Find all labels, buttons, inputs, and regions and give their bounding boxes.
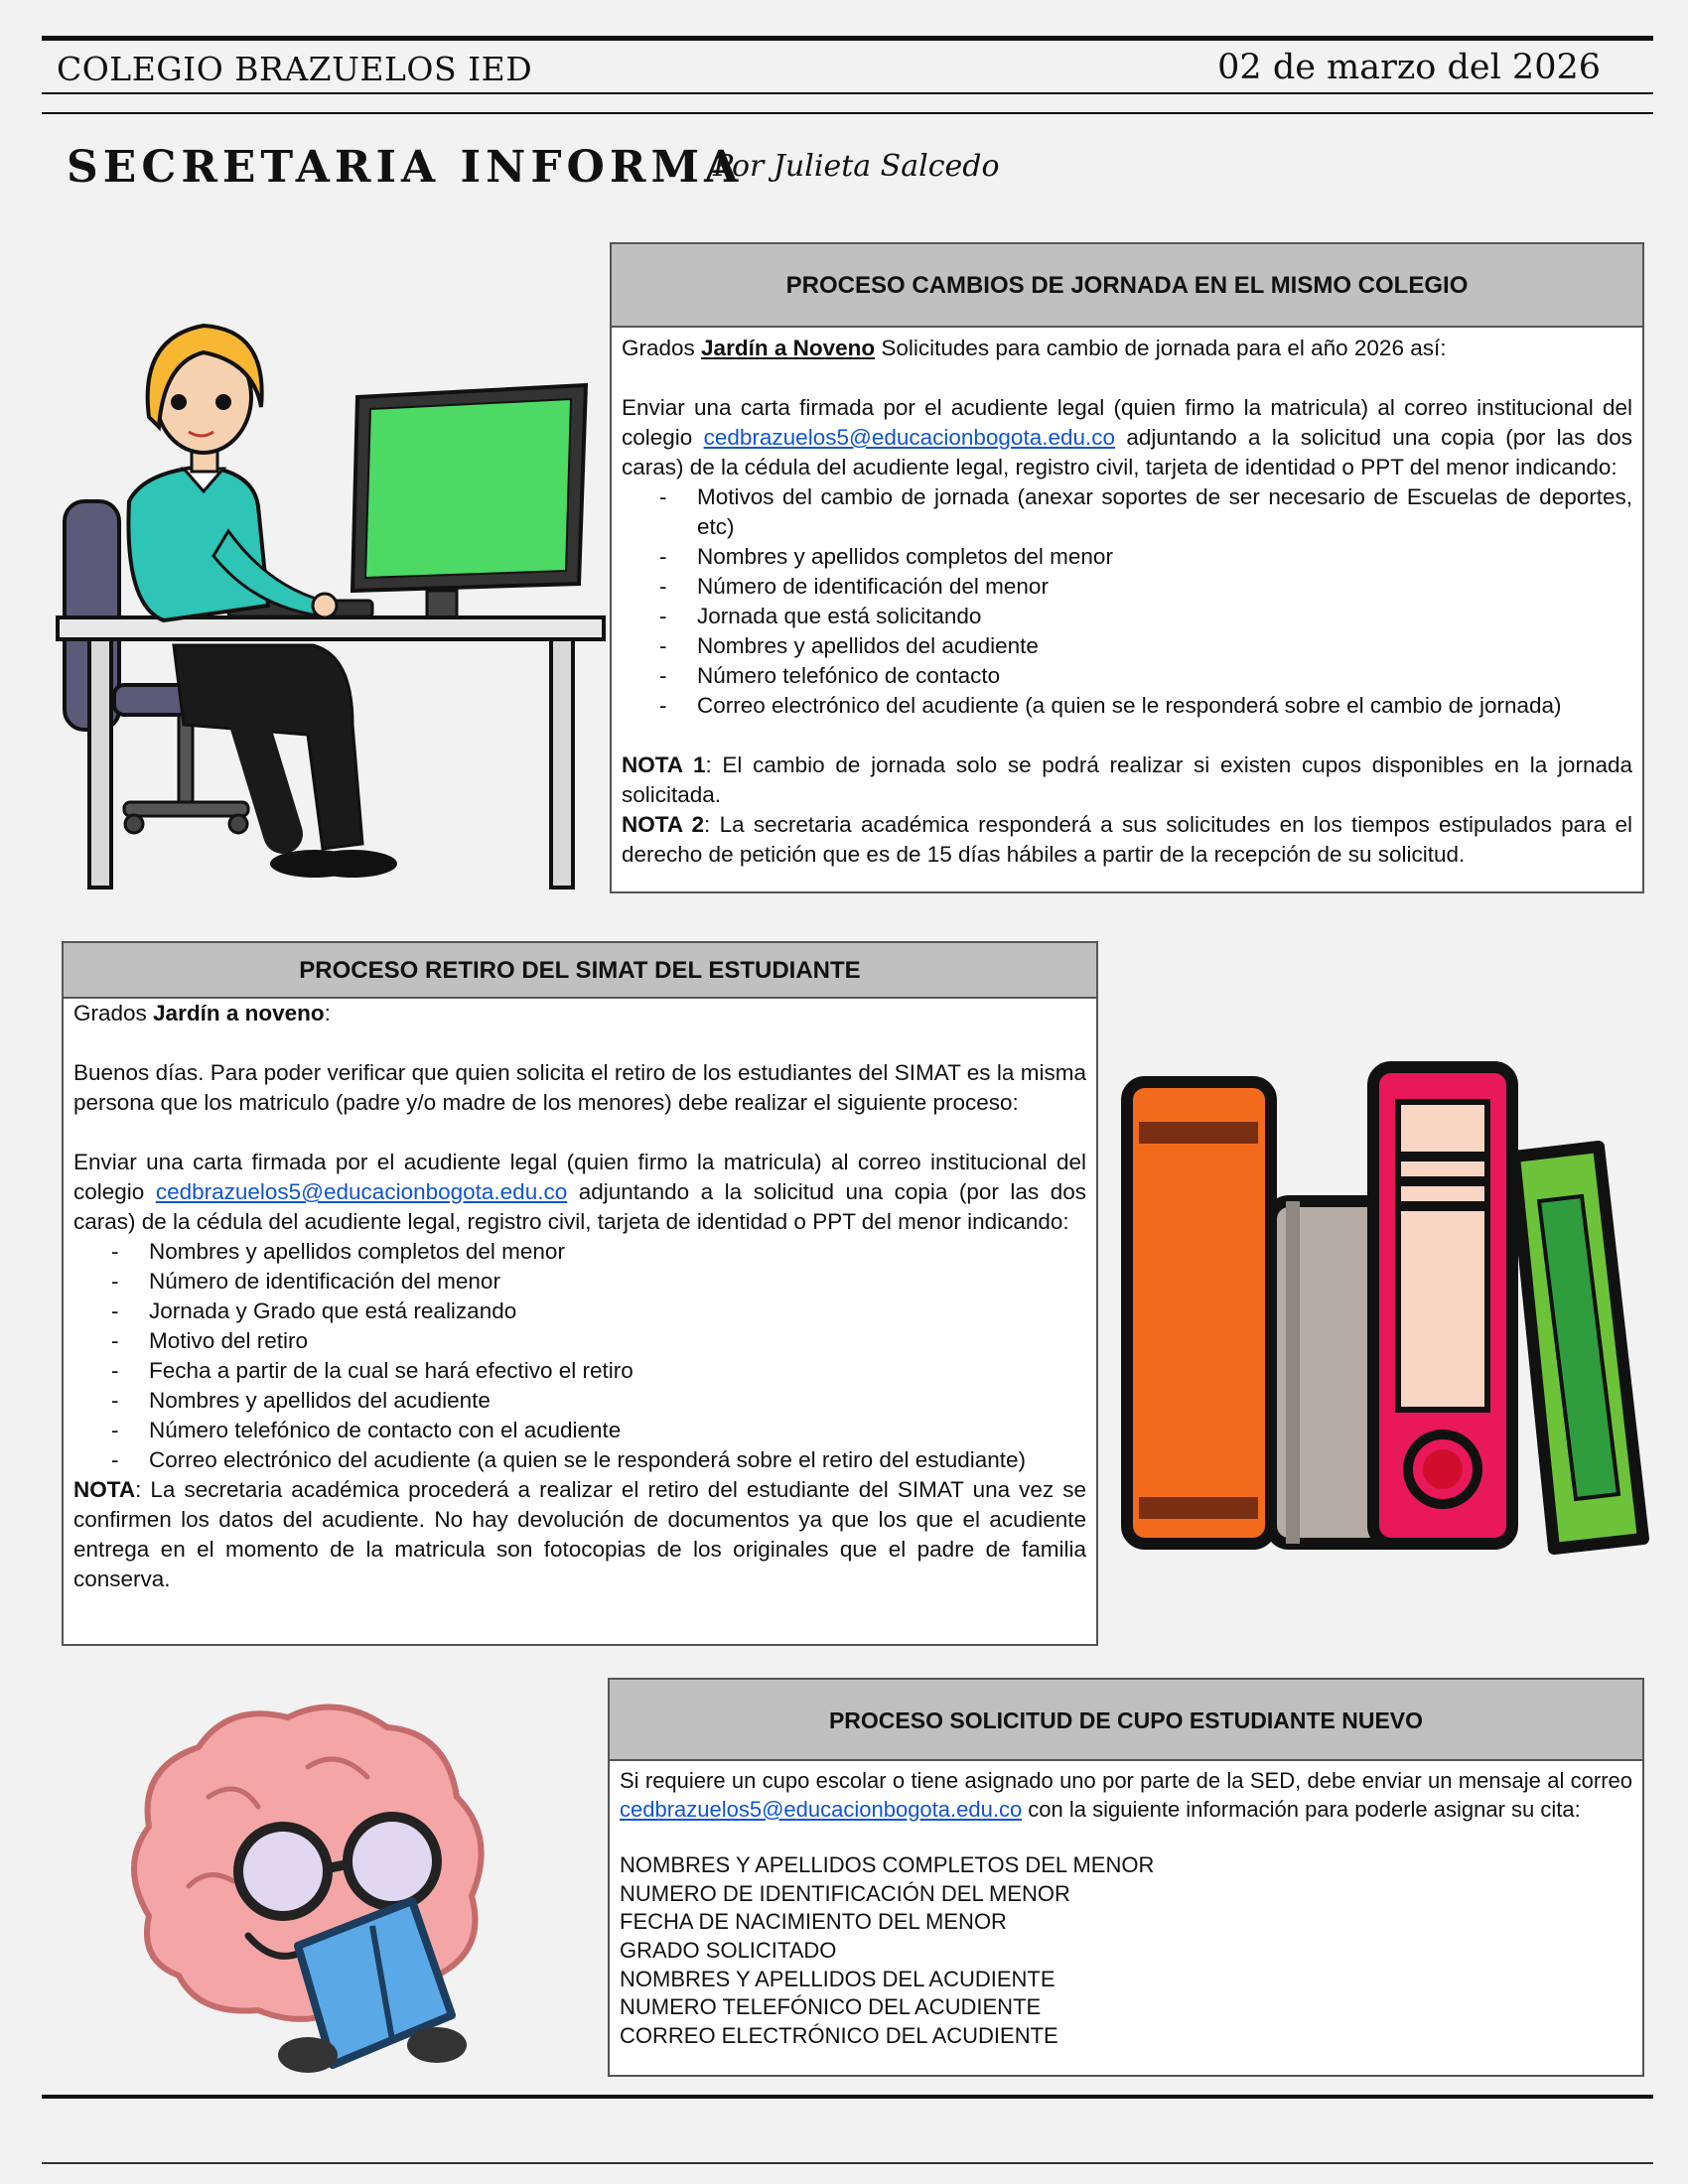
box-cupo-nuevo-body bbox=[610, 1761, 1642, 2050]
issue-date: 02 de marzo del 2026 bbox=[1217, 48, 1601, 87]
intro-grades: Jardín a Noveno bbox=[701, 336, 876, 360]
intro-grades: Jardín a noveno bbox=[153, 1001, 325, 1025]
list-item: - Nombres y apellidos completos del menor bbox=[111, 1237, 1086, 1267]
school-name: COLEGIO BRAZUELOS IED bbox=[57, 50, 533, 88]
requirements-list bbox=[73, 1237, 1086, 1475]
list-item: - Fecha a partir de la cual se hará efectivo el retiro bbox=[111, 1356, 1086, 1386]
list-item: - Correo electrónico del acudiente (a quien se le responderá sobre el retiro del estudiante) bbox=[111, 1445, 1086, 1475]
intro-suffix: : bbox=[324, 1001, 331, 1025]
footer-rule bbox=[42, 2095, 1653, 2099]
box-retiro-simat-body bbox=[64, 999, 1096, 1594]
footer-rule-2 bbox=[42, 2162, 1653, 2164]
books-illustration bbox=[1117, 1052, 1658, 1569]
box-cupo-nuevo-title: PROCESO SOLICITUD DE CUPO ESTUDIANTE NUEVO bbox=[610, 1680, 1642, 1761]
intro-prefix: Grados bbox=[73, 1001, 154, 1025]
list-item: - Jornada y Grado que está realizando bbox=[111, 1297, 1086, 1326]
list-item: - Número telefónico de contacto bbox=[659, 661, 1632, 691]
email-link[interactable]: cedbrazuelos5@educacionbogota.edu.co bbox=[155, 1179, 568, 1204]
list-item: GRADO SOLICITADO bbox=[620, 1937, 837, 1963]
box-cambio-jornada-title: PROCESO CAMBIOS DE JORNADA EN EL MISMO COLEGIO bbox=[612, 244, 1642, 328]
note-label: NOTA bbox=[73, 1477, 136, 1502]
intro-suffix: Solicitudes para cambio de jornada para el año 2026 así: bbox=[875, 336, 1447, 360]
body-after-email: adjuntando a la solicitud una copia (por las dos caras) de la cédula del acudiente legal, registro civil, tarjeta de identidad o PPT del menor indicando: bbox=[73, 1179, 1086, 1234]
masthead-underline-2 bbox=[42, 112, 1653, 114]
masthead-underline bbox=[42, 92, 1653, 94]
list-item: - Motivo del retiro bbox=[111, 1326, 1086, 1356]
body-after-email: adjuntando a la solicitud una copia (por las dos caras) de la cédula del acudiente legal, registro civil, tarjeta de identidad o PPT del menor indicando: bbox=[622, 425, 1632, 479]
note2-label: NOTA 2 bbox=[622, 812, 705, 837]
email-link[interactable]: cedbrazuelos5@educacionbogota.edu.co bbox=[620, 1796, 1023, 1822]
list-item: - Número telefónico de contacto con el acudiente bbox=[111, 1416, 1086, 1445]
note-text: : La secretaria académica procederá a realizar el retiro del estudiante del SIMAT una vez se confirmen los datos del acudiente. No hay devolución de documentos ya que los que el acudiente entrega en el momento de la matricula son fotocopias de los originales que el padre de familia conserva. bbox=[73, 1477, 1086, 1591]
list-item: FECHA DE NACIMIENTO DEL MENOR bbox=[620, 1909, 1007, 1935]
requirements-list bbox=[622, 482, 1632, 721]
list-item: - Jornada que está solicitando bbox=[659, 602, 1632, 631]
list-item: - Nombres y apellidos del acudiente bbox=[111, 1386, 1086, 1416]
box-cambio-jornada bbox=[610, 242, 1644, 893]
body-after-email: con la siguiente información para poderle asignar su cita: bbox=[1022, 1796, 1581, 1822]
note1-label: NOTA 1 bbox=[622, 752, 706, 777]
intro-prefix: Grados bbox=[622, 336, 702, 360]
body-before-email: Si requiere un cupo escolar o tiene asignado uno por parte de la SED, debe enviar un mensaje al correo bbox=[620, 1768, 1632, 1793]
email-link[interactable]: cedbrazuelos5@educacionbogota.edu.co bbox=[703, 425, 1116, 450]
list-item: - Número de identificación del menor bbox=[111, 1267, 1086, 1297]
box-cupo-nuevo bbox=[608, 1678, 1644, 2077]
list-item: NOMBRES Y APELLIDOS COMPLETOS DEL MENOR bbox=[620, 1852, 1155, 1878]
woman-at-computer-illustration bbox=[55, 308, 611, 893]
box-retiro-simat-title: PROCESO RETIRO DEL SIMAT DEL ESTUDIANTE bbox=[64, 943, 1096, 999]
brain-reading-illustration bbox=[109, 1688, 526, 2085]
list-item: - Motivos del cambio de jornada (anexar soportes de ser necesario de Escuelas de deportes, etc) bbox=[659, 482, 1632, 542]
list-item: - Nombres y apellidos completos del menor bbox=[659, 542, 1632, 572]
list-item: NUMERO DE IDENTIFICACIÓN DEL MENOR bbox=[620, 1880, 1070, 1906]
list-item: - Correo electrónico del acudiente (a quien se le responderá sobre el cambio de jornada) bbox=[659, 691, 1632, 721]
box-retiro-simat bbox=[62, 941, 1098, 1646]
list-item: NOMBRES Y APELLIDOS DEL ACUDIENTE bbox=[620, 1966, 1055, 1991]
list-item: CORREO ELECTRÓNICO DEL ACUDIENTE bbox=[620, 2022, 1058, 2048]
list-item: NUMERO TELEFÓNICO DEL ACUDIENTE bbox=[620, 1994, 1042, 2020]
top-rule bbox=[42, 36, 1653, 41]
byline: Por Julieta Salcedo bbox=[713, 149, 1000, 184]
body-before-email: Enviar una carta firmada por el acudiente legal (quien firmo la matricula) al correo institucional del colegio bbox=[73, 1150, 1086, 1204]
body-before-email: Enviar una carta firmada por el acudiente legal (quien firmo la matricula) al correo institucional del colegio bbox=[622, 395, 1632, 450]
para-verificacion: Buenos días. Para poder verificar que quien solicita el retiro de los estudiantes del SIMAT es la misma persona que los matriculo (padre y/o madre de los menores) debe realizar el siguiente proceso: bbox=[73, 1060, 1086, 1115]
list-item: - Número de identificación del menor bbox=[659, 572, 1632, 602]
box-cambio-jornada-body bbox=[612, 328, 1642, 870]
note1-text: : El cambio de jornada solo se podrá realizar si existen cupos disponibles en la jornada solicitada. bbox=[622, 752, 1632, 807]
note2-text: : La secretaria académica responderá a sus solicitudes en los tiempos estipulados para el derecho de petición que es de 15 días hábiles a partir de la recepción de su solicitud. bbox=[622, 812, 1632, 867]
list-item: - Nombres y apellidos del acudiente bbox=[659, 631, 1632, 661]
section-title: SECRETARIA INFORMA bbox=[67, 142, 744, 193]
